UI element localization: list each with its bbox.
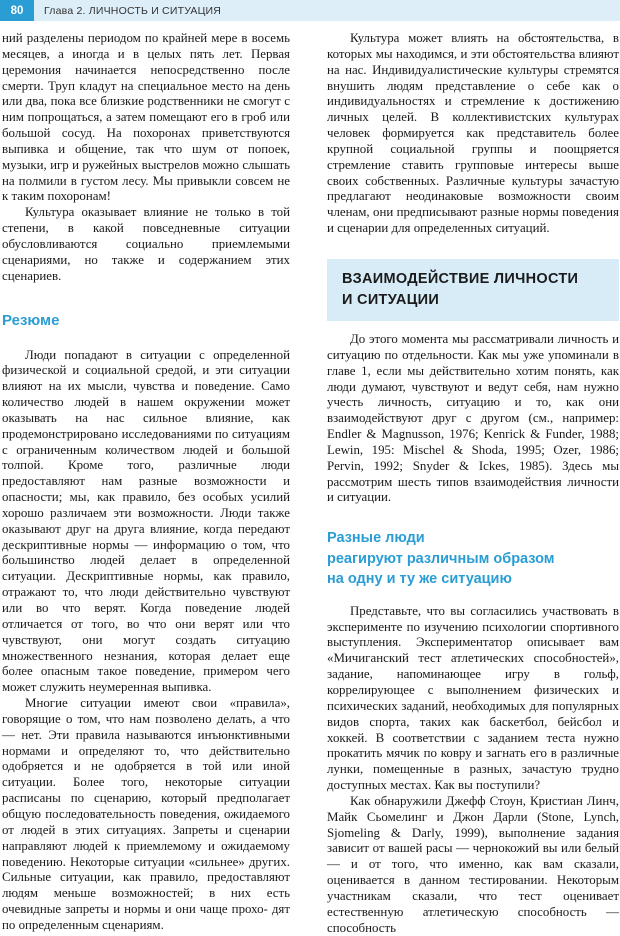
subsection-heading-line-3: на одну и ту же ситуацию bbox=[327, 571, 512, 588]
paragraph-funeral-continued: ний разделены периодом по крайней мере в восемь месяцев, а иногда и в целых пять лет. Первая церемония начинается непосредственно после смерти. Труп кладут на специальное место на день или два, пока все близкие родственники не смогут с ним попрощаться, а затем помещают его в гроб или большой сосуд. На похоронах приветствуются выпивка и общение, так что шум от попоек, музыки, игр и ружейных выстрелов можно слышать на полмили в густом лесу. Мы привыкли совсем не к таким похоронам! bbox=[2, 31, 290, 204]
subsection-heading bbox=[327, 528, 619, 590]
paragraph-stone-findings: Как обнаружили Джефф Стоун, Кристиан Линч, Майк Сьомелинг и Джон Дарли (Stone, Lynch, Sjomeling & Darly, 1999), выполнение задания зависит от вашей расы — чернокожий вы или белый — и от того, что именно, как вам сказали, оценивается в данном тестировании. Некоторым участникам сказали, что тест оценивает естественную атлетическую способность — способность bbox=[327, 793, 619, 935]
section-heading-line-1: ВЗАИМОДЕЙСТВИЕ ЛИЧНОСТИ bbox=[342, 270, 579, 287]
page-number: 80 bbox=[0, 0, 34, 21]
paragraph-experiment-description: Представьте, что вы согласились участвовать в эксперименте по изучению психологии спортивного выступления. Экспериментатор описывает вам «Мичиганский тест атлетических способностей», задание, напоминающее игру в гольф, коррелирующее с выполнением физических и психических заданий, необходимых для популярных видов спорта, таких как баскетбол, бейсбол и хоккей. В соответствии с заданием теста нужно прокатить мячик по ковру и загнать его в различные лунки, помещенные в разных, зачастую трудно доступных местах. Как вы поступили? bbox=[327, 603, 619, 793]
section-heading-summary: Резюме bbox=[2, 311, 60, 329]
paragraph-culture-influence: Культура может влиять на обстоятельства, в которых мы находимся, и эти обстоятельства влияют на нас. Индивидуалистические культуры стремятся внушить людям представление о себе как о индивидуальностях и стремление к достижению личных целей. В коллективистских культурах человек формируется как представитель более крупной социальной группы и поощряется стремление ставить групповые интересы выше своих собственных. Различные культуры зачастую предлагают неодинаковые возможности своим членам, они предписывают разные нормы поведения и сценарии для определенных ситуаций. bbox=[327, 31, 619, 236]
paragraph-summary-situations: Люди попадают в ситуации с определенной физической и социальной средой, и эти ситуации влияют на их мысли, чувства и поведение. Само количество людей в нашем окружении может оказывать на нас сильное влияние, как продемонстрировано исследованиями по ситуациям с ограниченным количеством людей и большой толпой. Кроме того, различные люди предоставляют нам разные возможности и опасности; мы, как правило, без особых усилий хорошо различаем эти возможности. Люди также оказывают друг на друга влияние, когда передают дескриптивные нормы — информацию о том, что большинство людей делает в определенной ситуации. Дескриптивные нормы, как правило, отражают то, что люди действительно чувствуют или во что верят. Когда поведение людей отличается от того, во что они верят или что чувствуют, они могут создать ситуацию множественного незнания, которая делает еще более опасным такое поведение, примером чего может служить неумеренная выпивка. bbox=[2, 347, 290, 695]
section-heading-interaction bbox=[327, 259, 619, 321]
page-header bbox=[0, 0, 620, 21]
left-column bbox=[2, 31, 290, 934]
subsection-heading-line-2: реагируют различным образом bbox=[327, 550, 555, 567]
section-heading-line-2: И СИТУАЦИИ bbox=[342, 291, 440, 308]
paragraph-culture-scenarios: Культура оказывает влияние не только в той степени, в какой повседневные ситуации обусловливаются социально приемлемыми сценариями, но также и содержанием этих сценариев. bbox=[2, 205, 290, 283]
right-column bbox=[327, 31, 619, 936]
running-title: Глава 2. ЛИЧНОСТЬ И СИТУАЦИЯ bbox=[44, 4, 222, 17]
subsection-heading-line-1: Разные люди bbox=[327, 530, 425, 547]
paragraph-interaction-intro: До этого момента мы рассматривали личность и ситуацию по отдельности. Как мы уже упоминали в главе 1, если мы действительно хотим понять, как люди думают, чувствуют и ведут себя, нам нужно учесть личность, ситуацию и то, как они взаимодействуют друг с другом (см., например: Endler & Magnusson, 1976; Kenrick & Funder, 1988; Lewin, 195: Mischel & Shoda, 1995; Ozer, 1986; Pervin, 1992; Snyder & Ickes, 1985). Здесь мы рассмотрим шесть типов взаимодействия личности и ситуации. bbox=[327, 331, 619, 505]
paragraph-summary-rules: Многие ситуации имеют свои «правила», говорящие о том, что нам позволено делать, а что — нет. Эти правила называются инъюнктивными нормами и определяют то, что действительно одобряется и не одобряется в той или иной ситуации. Более того, некоторые ситуации расписаны по сценарию, который предполагает общую последовательность поведения, ожидаемого от людей в этих ситуациях. Запреты и сценарии направляют людей к приемлемому и ожидаемому поведению. Некоторые ситуации «сильнее» других. Сильные ситуации, как правило, предоставляют людям меньше возможностей; в них есть очевидные запреты и нормы и они чаще прохо- дят по определенным сценариям. bbox=[2, 696, 290, 932]
